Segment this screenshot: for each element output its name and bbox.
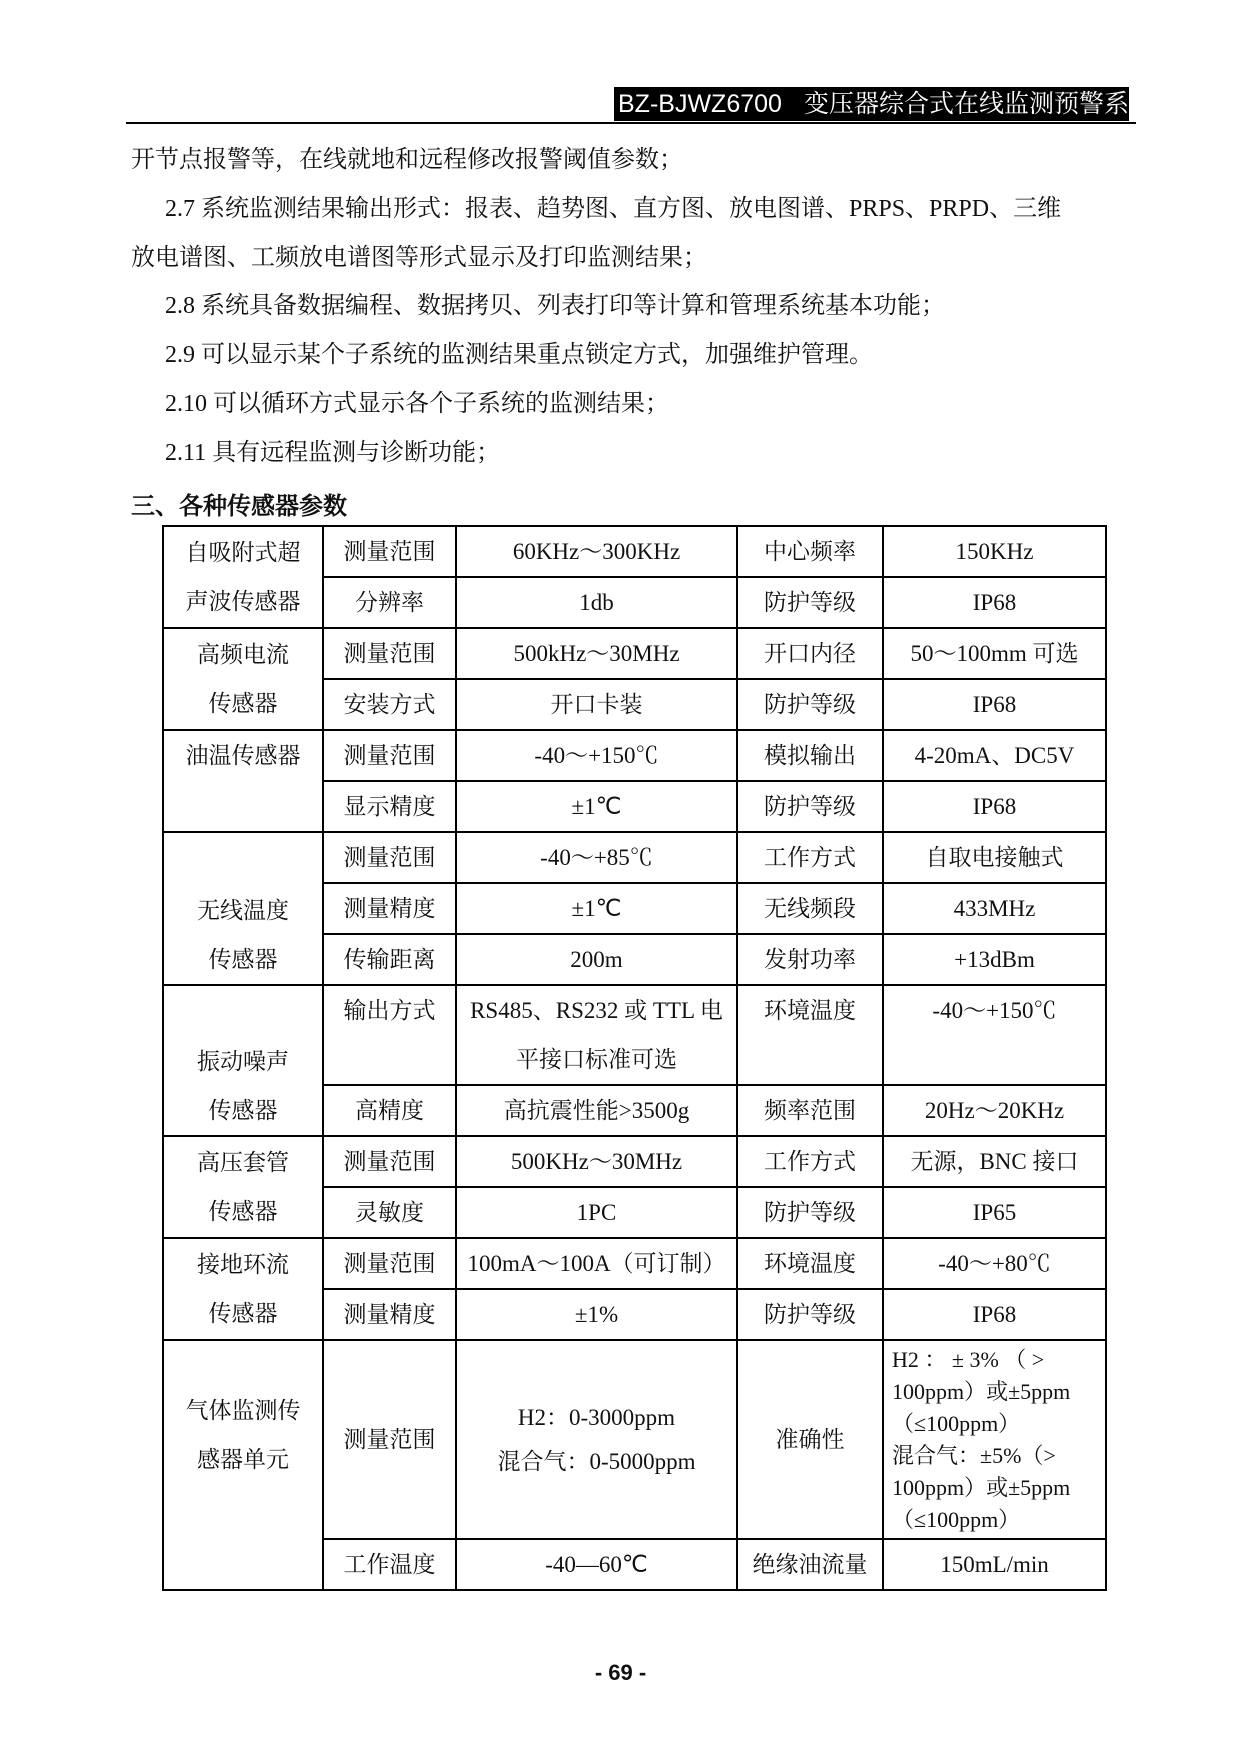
page-number: - 69 - — [594, 1660, 647, 1685]
param-label: 测量精度 — [323, 883, 456, 934]
param-label: 测量范围 — [323, 832, 456, 883]
param-value: -40～+150℃ — [456, 730, 737, 781]
sensor-name: 高压套管 传感器 — [163, 1136, 323, 1238]
sensor-name: 振动噪声 传感器 — [163, 985, 323, 1136]
param-label: 工作方式 — [737, 1136, 883, 1187]
table-row — [163, 985, 1106, 1085]
param-label: 工作温度 — [323, 1539, 456, 1590]
param-value: -40～+80℃ — [883, 1238, 1106, 1289]
paragraph-line: 放电谱图、工频放电谱图等形式显示及打印监测结果； — [131, 245, 707, 271]
param-label: 中心频率 — [737, 526, 883, 577]
sensor-name: 无线温度 传感器 — [163, 832, 323, 985]
param-value: -40～+150℃ — [883, 985, 1106, 1085]
param-label: 显示精度 — [323, 781, 456, 832]
param-label: 环境温度 — [737, 1238, 883, 1289]
table-row — [163, 628, 1106, 679]
param-label: 绝缘油流量 — [737, 1539, 883, 1590]
param-value: 20Hz～20KHz — [883, 1085, 1106, 1136]
param-label: 分辨率 — [323, 577, 456, 628]
param-label: 模拟输出 — [737, 730, 883, 781]
header-rule — [126, 122, 1136, 124]
param-value: IP68 — [883, 679, 1106, 730]
param-value: ±1℃ — [456, 883, 737, 934]
param-value: 50～100mm 可选 — [883, 628, 1106, 679]
document-title: 变压器综合式在线监测预警系统 — [803, 90, 1154, 118]
param-value: H2 ： ± 3% （ > 100ppm）或±5ppm （≤100ppm） 混合气：±5%（> 100ppm）或±5ppm （≤100ppm） — [883, 1340, 1106, 1539]
param-value: 1db — [456, 577, 737, 628]
param-label: 安装方式 — [323, 679, 456, 730]
param-value: +13dBm — [883, 934, 1106, 985]
param-label: 测量范围 — [323, 628, 456, 679]
param-label: 高精度 — [323, 1085, 456, 1136]
param-value: 500KHz～30MHz — [456, 1136, 737, 1187]
param-label: 开口内径 — [737, 628, 883, 679]
param-value: 1PC — [456, 1187, 737, 1238]
param-value: 200m — [456, 934, 737, 985]
running-header — [614, 87, 1154, 121]
param-label: 防护等级 — [737, 781, 883, 832]
param-value: IP65 — [883, 1187, 1106, 1238]
param-label: 测量范围 — [323, 1238, 456, 1289]
param-label: 环境温度 — [737, 985, 883, 1085]
param-label: 传输距离 — [323, 934, 456, 985]
param-label: 测量范围 — [323, 1340, 456, 1539]
param-label: 防护等级 — [737, 577, 883, 628]
table-row — [163, 730, 1106, 781]
sensor-name: 高频电流 传感器 — [163, 628, 323, 730]
param-value: 4-20mA、DC5V — [883, 730, 1106, 781]
param-label: 防护等级 — [737, 679, 883, 730]
param-value: 高抗震性能>3500g — [456, 1085, 737, 1136]
param-value: 开口卡装 — [456, 679, 737, 730]
param-value: H2：0-3000ppm 混合气：0-5000ppm — [456, 1340, 737, 1539]
paragraph-line: 2.8 系统具备数据编程、数据拷贝、列表打印等计算和管理系统基本功能； — [165, 293, 945, 319]
param-value: ±1% — [456, 1289, 737, 1340]
table-row — [163, 832, 1106, 883]
product-code: BZ-BJWZ6700 — [618, 90, 782, 118]
table-row — [163, 1340, 1106, 1539]
paragraph-line: 2.10 可以循环方式显示各个子系统的监测结果； — [165, 391, 669, 417]
param-label: 准确性 — [737, 1340, 883, 1539]
param-label: 测量范围 — [323, 1136, 456, 1187]
sensor-name: 油温传感器 — [163, 730, 323, 832]
param-value: -40～+85℃ — [456, 832, 737, 883]
param-label: 输出方式 — [323, 985, 456, 1085]
param-value: 500kHz～30MHz — [456, 628, 737, 679]
sensor-name: 自吸附式超 声波传感器 — [163, 526, 323, 628]
table-row — [163, 1238, 1106, 1289]
paragraph-line: 开节点报警等，在线就地和远程修改报警阈值参数； — [131, 147, 683, 173]
param-label: 测量范围 — [323, 526, 456, 577]
param-value: -40—60℃ — [456, 1539, 737, 1590]
param-label: 测量范围 — [323, 730, 456, 781]
paragraph-line: 2.9 可以显示某个子系统的监测结果重点锁定方式，加强维护管理。 — [165, 342, 873, 368]
table-row — [163, 526, 1106, 577]
param-value: 自取电接触式 — [883, 832, 1106, 883]
param-label: 无线频段 — [737, 883, 883, 934]
param-value: IP68 — [883, 1289, 1106, 1340]
param-value: 150mL/min — [883, 1539, 1106, 1590]
paragraph-line: 2.7 系统监测结果输出形式：报表、趋势图、直方图、放电图谱、PRPS、PRPD、三维 — [165, 196, 1062, 222]
section-heading: 三、各种传感器参数 — [131, 493, 347, 520]
param-value: IP68 — [883, 577, 1106, 628]
sensor-parameter-table — [162, 525, 1107, 1591]
param-value: 150KHz — [883, 526, 1106, 577]
param-value: RS485、RS232 或 TTL 电 平接口标准可选 — [456, 985, 737, 1085]
param-value: 433MHz — [883, 883, 1106, 934]
param-value: 100mA～100A（可订制） — [456, 1238, 737, 1289]
param-label: 工作方式 — [737, 832, 883, 883]
param-label: 发射功率 — [737, 934, 883, 985]
param-label: 测量精度 — [323, 1289, 456, 1340]
param-label: 防护等级 — [737, 1289, 883, 1340]
paragraph-line: 2.11 具有远程监测与诊断功能； — [165, 440, 501, 466]
param-value: 无源，BNC 接口 — [883, 1136, 1106, 1187]
param-label: 灵敏度 — [323, 1187, 456, 1238]
sensor-name: 气体监测传 感器单元 — [163, 1340, 323, 1590]
table-row — [163, 1136, 1106, 1187]
param-label: 防护等级 — [737, 1187, 883, 1238]
param-value: IP68 — [883, 781, 1106, 832]
param-label: 频率范围 — [737, 1085, 883, 1136]
param-value: 60KHz～300KHz — [456, 526, 737, 577]
param-value: ±1℃ — [456, 781, 737, 832]
sensor-name: 接地环流 传感器 — [163, 1238, 323, 1340]
